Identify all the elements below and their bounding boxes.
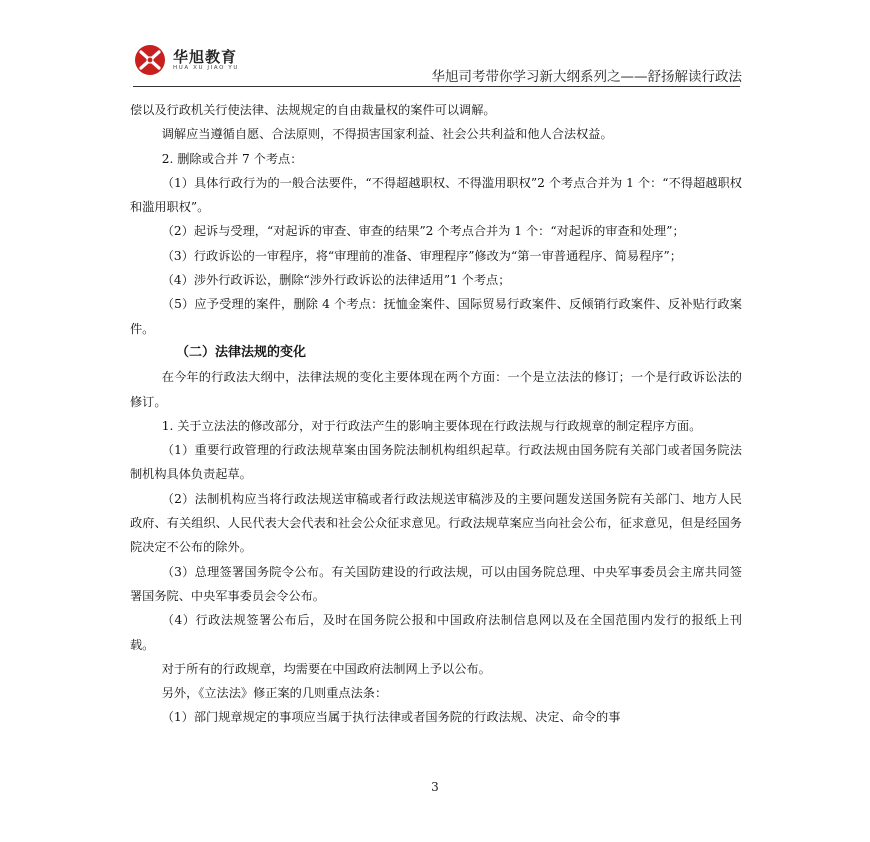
logo-pinyin: HUA XU JIAO YU: [173, 65, 239, 71]
paragraph: 调解应当遵循自愿、合法原则，不得损害国家利益、社会公共利益和他人合法权益。: [161, 127, 613, 142]
paragraph: 偿以及行政机关行使法律、法规规定的自由裁量权的案件可以调解。: [130, 103, 496, 117]
paragraph: （1）重要行政管理的行政法规草案由国务院法制机构组织起草。行政法规由国务院有关部门或者国务院法制机构具体负责起草。: [130, 443, 742, 482]
page-number: 3: [431, 780, 439, 794]
header-divider: [133, 86, 740, 87]
paragraph: （1）部门规章规定的事项应当属于执行法律或者国务院的行政法规、决定、命令的事: [161, 710, 621, 725]
header-title: 华旭司考带你学习新大纲系列之——舒扬解读行政法: [431, 69, 742, 85]
paragraph: （2）起诉与受理，“对起诉的审查、审查的结果”2 个考点合并为 1 个：“对起诉的审查和处理”；: [161, 224, 685, 239]
paragraph: （2）法制机构应当将行政法规送审稿或者行政法规送审稿涉及的主要问题发送国务院有关部门、地方人民政府、有关组织、人民代表大会代表和社会公众征求意见。行政法规草案应当向社会公布，征求意见，但是经国务院决定不公布的除外。: [130, 491, 742, 555]
logo: [133, 44, 263, 76]
huaxu-logo-icon: [133, 44, 167, 76]
paragraph: （4）涉外行政诉讼，删除“涉外行政诉讼的法律适用”1 个考点；: [161, 273, 511, 288]
paragraph: （3）总理签署国务院令公布。有关国防建设的行政法规，可以由国务院总理、中央军事委员会主席共同签署国务院、中央军事委员会令公布。: [130, 564, 742, 603]
paragraph: 对于所有的行政规章，均需要在中国政府法制网上予以公布。: [161, 661, 491, 676]
logo-chinese-name: 华旭教育: [173, 48, 238, 66]
body-text: [130, 98, 742, 730]
paragraph: （1）具体行政行为的一般合法要件，“不得超越职权、不得滥用职权”2 个考点合并为 1 个：“不得超越职权和滥用职权”。: [130, 175, 742, 215]
paragraph: 另外，《立法法》修正案的几则重点法条：: [161, 686, 388, 701]
paragraph: （4）行政法规签署公布后，及时在国务院公报和中国政府法制信息网以及在全国范围内发行的报纸上刊载。: [130, 613, 742, 652]
paragraph: （3）行政诉讼的一审程序，将“审理前的准备、审理程序”修改为“第一审普通程序、简易程序”；: [161, 248, 682, 263]
section-heading: （二）法律法规的变化: [176, 344, 307, 360]
paragraph: （5）应予受理的案件，删除 4 个考点：抚恤金案件、国际贸易行政案件、反倾销行政案件、反补贴行政案件。: [130, 297, 742, 336]
paragraph: 在今年的行政法大纲中，法律法规的变化主要体现在两个方面：一个是立法法的修订；一个是行政诉讼法的修订。: [130, 370, 742, 409]
paragraph: 1. 关于立法法的修改部分，对于行政法产生的影响主要体现在行政法规与行政规章的制定程序方面。: [161, 418, 702, 433]
paragraph: 2. 删除或合并 7 个考点：: [161, 151, 303, 166]
